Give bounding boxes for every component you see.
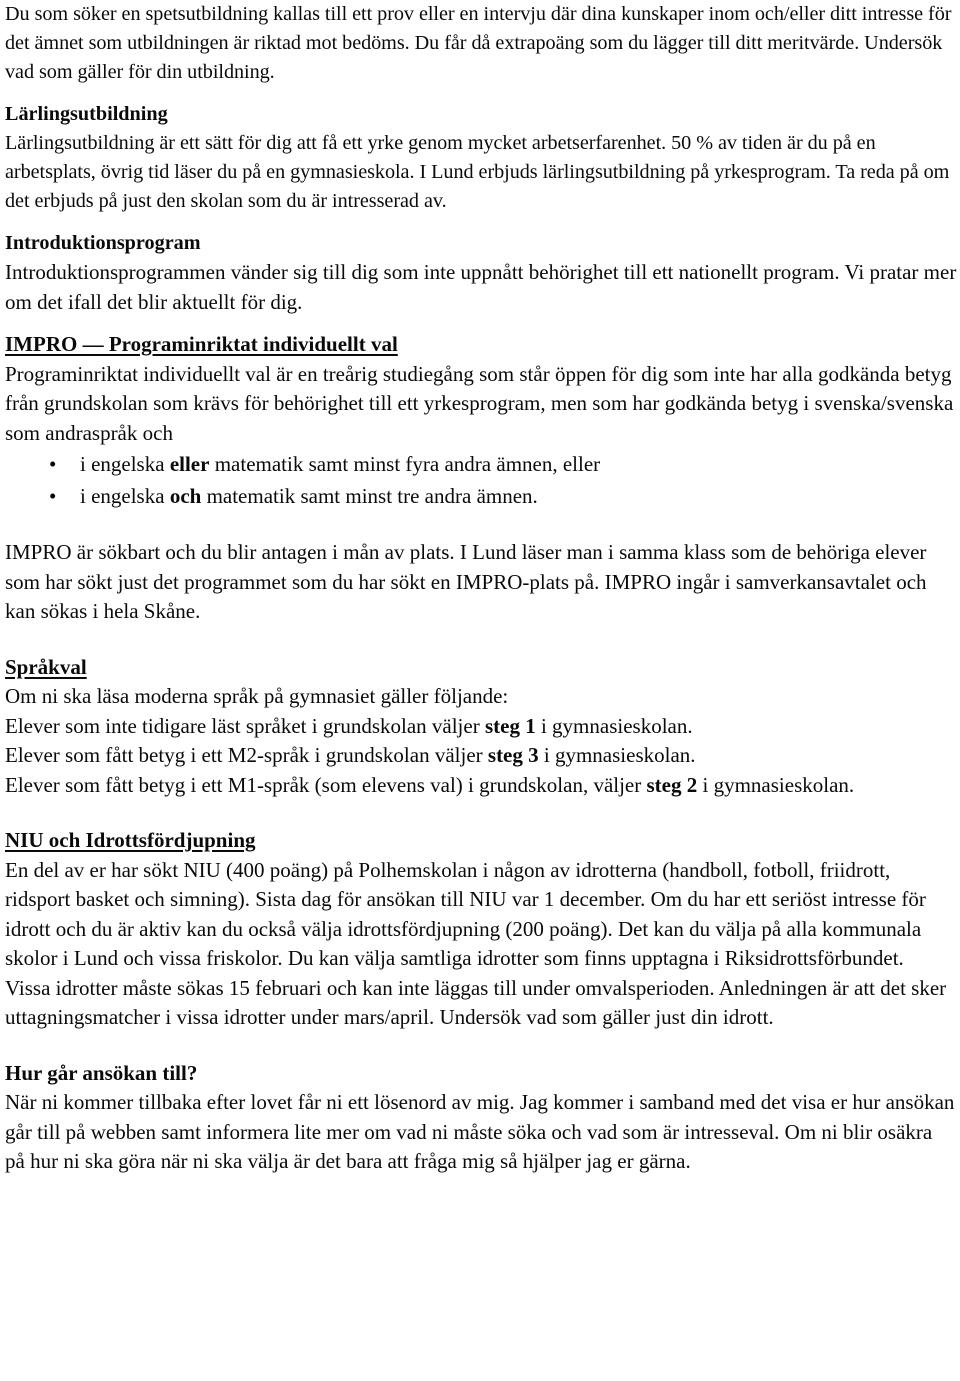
- larling-heading: Lärlingsutbildning: [5, 103, 168, 125]
- ansokan-paragraph: När ni kommer tillbaka efter lovet får ni ett lösenord av mig. Jag kommer i samband med det visa er hur ansökan går till på webben samt informera lite mer om vad ni måste söka och vad som är intresseval. Om ni blir osäkra på hur ni ska göra när ni ska välja är det bara att fråga mig så hjälper jag er gärna.: [5, 1090, 955, 1173]
- niu-paragraph: En del av er har sökt NIU (400 poäng) på Polhemskolan i någon av idrotterna (handboll, fotboll, friidrott, ridsport basket och simning). Sista dag för ansökan till NIU var 1 december. Om du har ett seriöst intresse för idrott och du är aktiv kan du också välja idrottsfördjupning (200 poäng). Det kan du välja på alla kommunala skolor i Lund och vissa friskolor. Du kan välja samtliga idrotter som finns upptagna i Riksidrottsförbundet.: [5, 857, 926, 970]
- sprakval-line: Elever som inte tidigare läst språket i grundskolan väljer steg 1 i gymnasieskolan.: [5, 713, 693, 738]
- niu-paragraph-2: Vissa idrotter måste sökas 15 februari och kan inte läggas till under omvalsperioden. Anledningen är att det sker uttagningsmatcher i vissa idrotter under mars/april. Undersök vad som gäller just din idrott.: [5, 975, 947, 1029]
- sprakval-heading: Språkval: [5, 654, 87, 679]
- introduktionsprogram-heading: Introduktionsprogram: [5, 232, 201, 254]
- intro-paragraph: Du som söker en spetsutbildning kallas till ett prov eller en intervju där dina kunskaper inom och/eller ditt intresse för det ämnet som utbildningen är riktad mot bedöms. Du får då extrapoäng som du lägger till ditt meritvärde. Undersök vad som gäller för din utbildning.: [5, 3, 952, 83]
- impro-bullet-list: [5, 448, 957, 512]
- list-item: • i engelska och matematik samt minst tre andra ämnen.: [5, 480, 957, 512]
- spacer: [5, 216, 957, 229]
- document-page: [5, 0, 957, 1177]
- sprakval-line: Elever som fått betyg i ett M1-språk (som elevens val) i grundskolan, väljer steg 2 i gymnasieskolan.: [5, 772, 855, 797]
- bullet-icon: •: [49, 484, 57, 508]
- spacer: [5, 512, 957, 538]
- introduktionsprogram-paragraph: Introduktionsprogrammen vänder sig till dig som inte uppnått behörighet till ett nationellt program. Vi pratar mer om det ifall det blir aktuellt för dig.: [5, 260, 957, 314]
- bullet-icon: •: [49, 452, 57, 476]
- sprakval-line: Elever som fått betyg i ett M2-språk i grundskolan väljer steg 3 i gymnasieskolan.: [5, 743, 696, 767]
- ansokan-heading: Hur går ansökan till?: [5, 1060, 198, 1085]
- larling-paragraph: Lärlingsutbildning är ett sätt för dig att få ett yrke genom mycket arbetserfarenhet. 50 % av tiden är du på en arbetsplats, övrig tid läser du på en gymnasieskola. I Lund erbjuds lärlingsutbildning på yrkesprogram. Ta reda på om det erbjuds på just den skolan som du är intresserad av.: [5, 132, 950, 212]
- impro-paragraph: Programinriktat individuellt val är en treårig studiegång som står öppen för dig som inte har alla godkända betyg från grundskolan som krävs för behörighet till ett yrkesprogram, men som har godkända betyg i svenska/svenska som andraspråk och: [5, 361, 954, 445]
- spacer: [5, 800, 957, 826]
- impro-heading: IMPRO — Programinriktat individuellt val: [5, 332, 398, 356]
- spacer: [5, 87, 957, 100]
- niu-heading: NIU och Idrottsfördjupning: [5, 828, 256, 852]
- list-item: • i engelska eller matematik samt minst fyra andra ämnen, eller: [5, 448, 957, 480]
- spacer: [5, 627, 957, 653]
- spacer: [5, 1033, 957, 1059]
- sprakval-line: Om ni ska läsa moderna språk på gymnasiet gäller följande:: [5, 684, 509, 708]
- spacer: [5, 317, 957, 330]
- impro-paragraph-2: IMPRO är sökbart och du blir antagen i mån av plats. I Lund läser man i samma klass som de behöriga elever som har sökt just det programmet som du har sökt en IMPRO-plats på. IMPRO ingår i samverkansavtalet och kan sökas i hela Skåne.: [5, 540, 927, 623]
